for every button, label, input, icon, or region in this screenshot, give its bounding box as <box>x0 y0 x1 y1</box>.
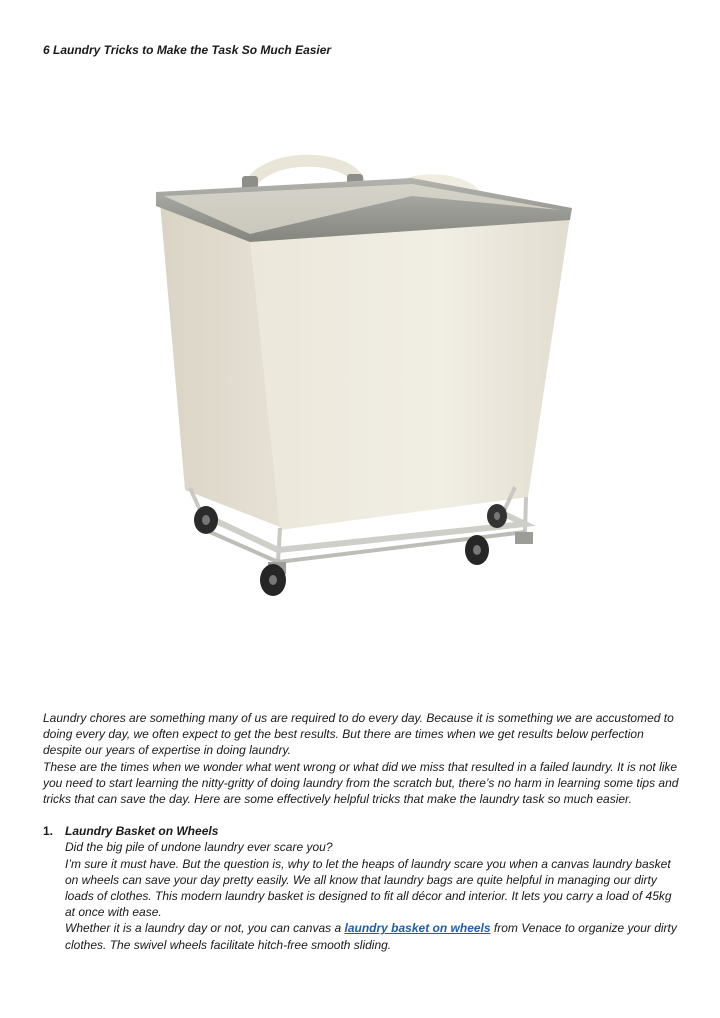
section-question: Did the big pile of undone laundry ever scare you? <box>65 840 333 855</box>
wheel-back-left <box>194 506 218 534</box>
basket-front-panel <box>250 217 570 530</box>
section-content <box>65 823 683 953</box>
last-before-text: Whether it is a laundry day or not, you can canvas a <box>65 921 342 936</box>
intro-paragraph-2: These are the times when we wonder what went wrong or what did we miss that resulted in a failed laundry. It is not like you need to start learning the nitty-gritty of doing laundry from the scratch but, there’s no harm in learning some tips and tricks that can save the day. Here are some effectively helpful tricks that make the laundry task so much easier. <box>43 759 679 807</box>
intro-paragraph-1: Laundry chores are something many of us are required to do every day. Because it is something we are accustomed to doing every day, we often expect to get the best results. But there are times when we get results below perfection despite our years of expertise in doing laundry. <box>43 711 674 758</box>
hero-image <box>60 92 680 697</box>
article-body <box>43 710 683 953</box>
last-after-text: from Venace to organize your dirty clothes. The swivel wheels facilitate hitch-free smooth sliding. <box>65 921 677 952</box>
laundry-basket-illustration <box>60 92 680 697</box>
leg-front-left <box>278 528 280 562</box>
wheel-front-left <box>260 562 286 596</box>
section-last-paragraph <box>65 920 683 952</box>
laundry-basket-link[interactable]: laundry basket on wheels <box>344 921 491 936</box>
section-heading: Laundry Basket on Wheels <box>65 824 219 839</box>
section-paragraph: I’m sure it must have. But the question is, why to let the heaps of laundry scare you when a canvas laundry basket on wheels can save your day pretty easily. We all know that laundry bags are quite helpful in managing our dirty loads of clothes. This modern laundry basket is designed to fit all décor and interior. It lets you carry a load of 45kg at once with ease. <box>65 856 672 920</box>
section-number: 1. <box>43 824 54 839</box>
wheel-back-right <box>487 504 507 528</box>
page-title: 6 Laundry Tricks to Make the Task So Much Easier <box>43 43 332 57</box>
section-1 <box>43 823 683 953</box>
